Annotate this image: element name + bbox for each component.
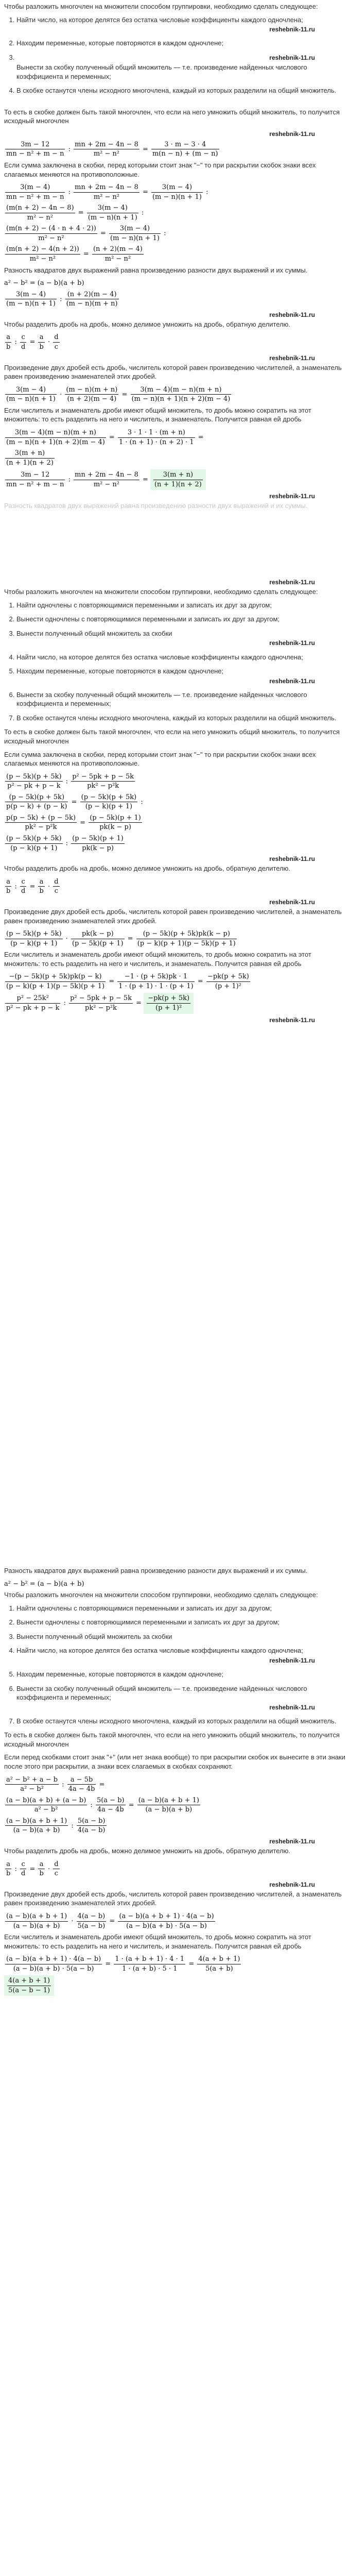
steps-list bbox=[4, 601, 346, 723]
bracket-rule-text: То есть в скобке должен быть такой многочлен, что если на него умножить общий множитель, то получится исходный многочлен bbox=[4, 728, 340, 745]
diff-squares-text: Разность квадратов двух выражений равна произведению разности двух выражений и их суммы. bbox=[4, 266, 308, 274]
solution-1 bbox=[0, 2, 350, 515]
intro-text: Чтобы разложить многочлен на множители способом группировки, необходимо сделать следующее: bbox=[4, 1591, 318, 1599]
watermark: reshebnik-11.ru bbox=[269, 1837, 315, 1845]
watermark: reshebnik-11.ru bbox=[269, 579, 315, 586]
step-item: 3. Вынести полученный общий множитель за скобки reshebnik-11.ru bbox=[16, 629, 346, 648]
solution-3 bbox=[0, 1566, 350, 1998]
step-item: 6. Вынести за скобку полученный общий множитель — т.е. произведение найденных числового коэффициента и переменных; reshebnik-11.ru bbox=[16, 1684, 346, 1711]
sign-rule-text: Если сумма заключена в скобки, перед которыми стоит знак "−" то при раскрытии скобок знаки всех слагаемых меняются на противоположные. bbox=[4, 750, 316, 768]
step-item: 4. Найти число, на которое делятся без остатка числовые коэффициенты каждого одночлена; reshebnik-11.ru bbox=[16, 1646, 346, 1665]
formula-row: $\frac{(m(n + 2) - 4n - 8)}{\text{m² − n²}}$ = $\frac{3(m - 4)}{(m - n)(n + 1)}$ : bbox=[6, 204, 144, 222]
step-item: 7. В скобке останутся члены исходного многочлена, каждый из которых разделили на общий множитель. bbox=[16, 1717, 346, 1726]
divide-rule-formula: $\frac{a}{b}$ : $\frac{c}{d}$ = $\frac{a}{b}$ · $\frac{d}{c}$ bbox=[6, 1860, 59, 1878]
watermark: reshebnik-11.ru bbox=[269, 1880, 315, 1888]
watermark: reshebnik-11.ru bbox=[269, 493, 315, 500]
watermark: reshebnik-11.ru bbox=[269, 1656, 315, 1664]
divide-rule-text: Чтобы разделить дробь на дробь, можно делимое умножить на дробь, обратную делителю. bbox=[4, 1847, 291, 1855]
formula-row: $\frac{(p - 5k)(p + 5k)}{\text{p² − pk + p − k}}$ : $\frac{\text{p² − 5pk + p − 5k}}{\text{pk² − p²k}}$ bbox=[6, 772, 134, 790]
step-item: 6. Вынести за скобку полученный общий множитель — т.е. произведение найденных числового коэффициента и переменных; bbox=[16, 690, 346, 708]
formula-row: $\frac{-(p - 5k)(p + 5k)pk(p - k)}{(p - k)(p + 1)(p - 5k)(p + 1)}$ = $\frac{-1 \cdot (p + 5k)pk \cdot 1}{1 \cdot (p + 1) \cdot 1 \cdot (p + 1)}$ = $\frac{-pk(p + 5k)}{\text{(p + 1)²}}$ bbox=[6, 973, 249, 990]
step-item: 5. Находим переменные, которые повторяются в каждом одночлене; bbox=[16, 1670, 346, 1679]
step-item: 1. Найти число, на которое делятся без остатка числовые коэффициенты каждого одночлена; reshebnik-11.ru bbox=[16, 15, 346, 34]
divide-rule-text: Чтобы разделить дробь на дробь, можно делимое умножить на дробь, обратную делителю. bbox=[4, 865, 291, 873]
divide-rule-formula: $\frac{a}{b}$ : $\frac{c}{d}$ = $\frac{a}{b}$ · $\frac{d}{c}$ bbox=[6, 877, 59, 895]
watermark: reshebnik-11.ru bbox=[269, 26, 315, 33]
watermark: reshebnik-11.ru bbox=[269, 354, 315, 362]
formula-row: $\frac{(a - b)(a + b + 1)}{(a - b)(a + b)}$ : $\frac{5(a - b)}{4(a - b)}$ bbox=[6, 1817, 106, 1835]
diff-squares-formula: a² − b² = (a − b)(a + b) bbox=[4, 279, 84, 287]
sign-rule-text: Если перед скобками стоит знак "+" (или нет знака вообще) то при раскрытии скобок их вынесите в эти знаки после этого при раскрытии, а знаки всех слагаемых в скобках сохраняют. bbox=[4, 1753, 345, 1771]
step-item: 2. Вынести одночлены с повторяющимися переменными и записать их друг за другом; bbox=[16, 1618, 346, 1627]
formula-row: $\frac{p(p - 5k) + (p - 5k)}{\text{pk² − p²k}}$ = $\frac{(p - 5k)(p + 1)}{pk(k - p)}$ bbox=[6, 814, 141, 832]
watermark: reshebnik-11.ru bbox=[269, 1703, 315, 1711]
steps-list bbox=[4, 15, 346, 95]
step-item: 7. В скобке останутся члены исходного многочлена, каждый из которых разделили на общий множитель. bbox=[16, 714, 346, 723]
faded-section: Разность квадратов двух выражений равна произведению разности двух выражений и их суммы. bbox=[4, 502, 308, 510]
formula-row: $\frac{(p - 5k)(p + 5k)}{p(p - k) + (p - k)}$ = $\frac{(p - 5k)(p + 5k)}{(p - k)(p + 1)}$ : bbox=[6, 793, 143, 811]
formula-row: $\frac{(m(n + 2) - 4(n + 2))}{\text{m² − n²}}$ = $\frac{(n + 2)(m - 4)}{\text{m² − n²}}$ bbox=[6, 245, 143, 263]
final-answer: $\frac{\text{p² − 25k²}}{\text{p² − pk + p − k}}$ : $\frac{\text{p² − 5pk + p − 5k}}{\text{pk² − p²k}}$ = $\frac{-pk(p + 5k)}{\text{(p + 1)²}}$ bbox=[4, 993, 346, 1013]
watermark: reshebnik-11.ru bbox=[269, 639, 315, 647]
formula-row: $\frac{\text{a² − b² + a − b}}{\text{a² − b²}}$ : $\frac{a - 5b}{4a - 4b}$ = bbox=[6, 1775, 105, 1793]
divide-rule-formula: $\frac{a}{b}$ : $\frac{c}{d}$ = $\frac{a}{b}$ · $\frac{d}{c}$ bbox=[6, 333, 59, 351]
watermark: reshebnik-11.ru bbox=[269, 855, 315, 863]
step-item: 1. Найти одночлены с повторяющимися переменными и записать их друг за другом; bbox=[16, 1604, 346, 1613]
formula-row: $\frac{(a - b)(a + b + 1)}{(a - b)(a + b)}$ · $\frac{4(a - b)}{5(a - b)}$ = $\frac{(a - b)(a + b + 1) \cdot 4(a - b)}{(a - b)(a + b) \cdot 5(a - b)}$ bbox=[6, 1912, 214, 1930]
steps-list bbox=[4, 1604, 346, 1726]
intro-text: Чтобы разложить многочлен на множители способом группировки, необходимо сделать следующее: bbox=[4, 588, 318, 596]
formula-row: $\frac{(m(n + 2) - (4 \cdot n + 4 \cdot 2))}{\text{m² − n²}}$ = $\frac{3(m - 4)}{(m - n)(n + 1)}$ : bbox=[6, 225, 166, 242]
formula-row: $\frac{3(m + n)}{(n + 1)(n + 2)}$ bbox=[6, 449, 54, 467]
reduce-rule-text: Если числитель и знаменатель дроби имеют общий множитель, то дробь можно сократить на этот множитель: то есть разделить на него и числитель, и знаменатель. Получится равная ей дробь bbox=[4, 1933, 311, 1950]
sign-rule-text: Если сумма заключена в скобки, перед которыми стоит знак "−" то при раскрытии скобок знаки всех слагаемых меняются на противоположные. bbox=[4, 161, 316, 178]
final-answer: $\frac{3m - 12}{\text{mn − n² + m − n}}$ : $\frac{mn + 2m - 4n - 8}{\text{m² − n²}}$ = $\frac{3(m + n)}{(n + 1)(n + 2)}$ bbox=[4, 469, 346, 490]
reduce-rule-text: Если числитель и знаменатель дроби имеют общий множитель, то дробь можно сократить на этот множитель: то есть разделить на него и числитель, и знаменатель. Получится равная ей дробь bbox=[4, 951, 311, 968]
product-rule-text: Произведение двух дробей есть дробь, числитель которой равен произведению числителей, а знаменатель равен произведению знаменателей этих дробей. bbox=[4, 1890, 342, 1907]
formula-row: $\frac{(a - b)(a + b) + (a - b)}{\text{a² − b²}}$ : $\frac{5(a - b)}{4a - 4b}$ = $\frac{(a - b)(a + b + 1)}{(a - b)(a + b)}$ bbox=[6, 1796, 199, 1814]
step-item: 3. Вынести полученный общий множитель за скобки bbox=[16, 1632, 346, 1641]
watermark: reshebnik-11.ru bbox=[269, 898, 315, 906]
formula-row: $\frac{3(m - 4)}{(m - n)(n + 1)}$ · $\frac{(m - n)(m + n)}{(n + 2)(m - 4)}$ = $\frac{3(m - 4)(m - n)(m + n)}{(m - n)(n + 1)(n + 2)(m - 4)}$ bbox=[6, 385, 231, 403]
diff-squares-text: Разность квадратов двух выражений равна произведению разности двух выражений и их суммы. bbox=[4, 1567, 308, 1574]
diff-squares-formula: a² − b² = (a − b)(a + b) bbox=[4, 1580, 84, 1588]
bracket-rule-text: То есть в скобке должен быть такой многочлен, что если на него умножить общий множитель, то получится исходный многочлен bbox=[4, 108, 340, 125]
step-item: 2. Вынести одночлены с повторяющимися переменными и записать их друг за другом; bbox=[16, 615, 346, 624]
watermark: 3. reshebnik-11.ru bbox=[269, 54, 315, 61]
watermark: reshebnik-11.ru bbox=[269, 130, 315, 138]
formula-row: $\frac{3(m - 4)(m - n)(m + n)}{(m - n)(n + 1)(n + 2)(m - 4)}$ = $\frac{3 \cdot 1 \cdot 1 \cdot (m + n)}{1 \cdot (n + 1) \cdot (n + 2) \cdot 1}$ = bbox=[6, 428, 204, 446]
watermark: reshebnik-11.ru bbox=[269, 311, 315, 318]
bracket-rule-text: То есть в скобке должен быть такой многочлен, что если на него умножить общий множитель, то получится исходный многочлен bbox=[4, 1731, 340, 1748]
watermark: reshebnik-11.ru bbox=[269, 1016, 315, 1024]
formula-row: $\frac{3(m - 4)}{\text{mn − n² + m − n}}$ : $\frac{mn + 2m - 4n - 8}{\text{m² − n²}}$ = $\frac{3(m - 4)}{(m - n)(n + 1)}$ : bbox=[6, 183, 208, 201]
solution-2 bbox=[0, 577, 350, 1025]
intro-text: Чтобы разложить многочлен на множители способом группировки, необходимо сделать следующее: bbox=[4, 3, 318, 10]
step-item: 4. Найти число, на которое делятся без остатка числовые коэффициенты каждого одночлена; bbox=[16, 653, 346, 662]
product-rule-text: Произведение двух дробей есть дробь, числитель которой равен произведению числителей, а знаменатель равен произведению знаменателей этих дробей. bbox=[4, 908, 342, 925]
formula-row: $\frac{3(m - 4)}{(m - n)(n + 1)}$ : $\frac{(n + 2)(m - 4)}{(m - n)(m + n)}$ bbox=[6, 290, 118, 308]
reduce-rule-text: Если числитель и знаменатель дроби имеют общий множитель, то дробь можно сократить на этот множитель: то есть разделить на него и числитель, и знаменатель. Получится равная ей дробь bbox=[4, 406, 311, 423]
watermark: reshebnik-11.ru bbox=[269, 677, 315, 685]
step-item: 3. reshebnik-11.ru Вынести за скобку полученный общий множитель — т.е. произведение найденных числового коэффициента и переменных; bbox=[16, 53, 346, 81]
final-answer: $\frac{4(a + b + 1)}{5(a - b - 1)}$ bbox=[4, 1975, 346, 1996]
formula-row: $\frac{(p - 5k)(p + 5k)}{(p - k)(p + 1)}$ : $\frac{(p - 5k)(p + 1)}{pk(k - p)}$ bbox=[6, 834, 124, 852]
product-rule-text: Произведение двух дробей есть дробь, числитель которой равен произведению числителей, а знаменатель равен произведению знаменателей этих дробей. bbox=[4, 363, 342, 381]
step-item: 5. Находим переменные, которые повторяются в каждом одночлене; reshebnik-11.ru bbox=[16, 667, 346, 685]
formula-row: $\frac{3m - 12}{\text{mn − n² + m − n}}$ : $\frac{mn + 2m - 4n - 8}{\text{m² − n²}}$ = $\frac{3 \cdot m - 3 \cdot 4}{m(n - n) + (m - n)}$ bbox=[6, 140, 218, 158]
formula-row: $\frac{(a - b)(a + b + 1) \cdot 4(a - b)}{(a - b)(a + b) \cdot 5(a - b)}$ = $\frac{1 \cdot (a + b + 1) \cdot 4 \cdot 1}{1 \cdot (a + b) \cdot 5 \cdot 1}$ = $\frac{4(a + b + 1)}{5(a + b)}$ bbox=[6, 1955, 240, 1973]
step-item: 2. Находим переменные, которые повторяются в каждом одночлене; bbox=[16, 39, 346, 48]
divide-rule-text: Чтобы разделить дробь на дробь, можно делимое умножить на дробь, обратную делителю. bbox=[4, 320, 291, 328]
formula-row: $\frac{(p - 5k)(p + 5k)}{(p - k)(p + 1)}$ · $\frac{pk(k - p)}{(p - 5k)(p + 1)}$ = $\frac{(p - 5k)(p + 5k)pk(k - p)}{(p - k)(p + 1)(p - 5k)(p + 1)}$ bbox=[6, 930, 236, 947]
step-item: 4. В скобке останутся члены исходного многочлена, каждый из которых разделили на общий множитель. bbox=[16, 86, 346, 95]
step-item: 1. Найти одночлены с повторяющимися переменными и записать их друг за другом; bbox=[16, 601, 346, 610]
